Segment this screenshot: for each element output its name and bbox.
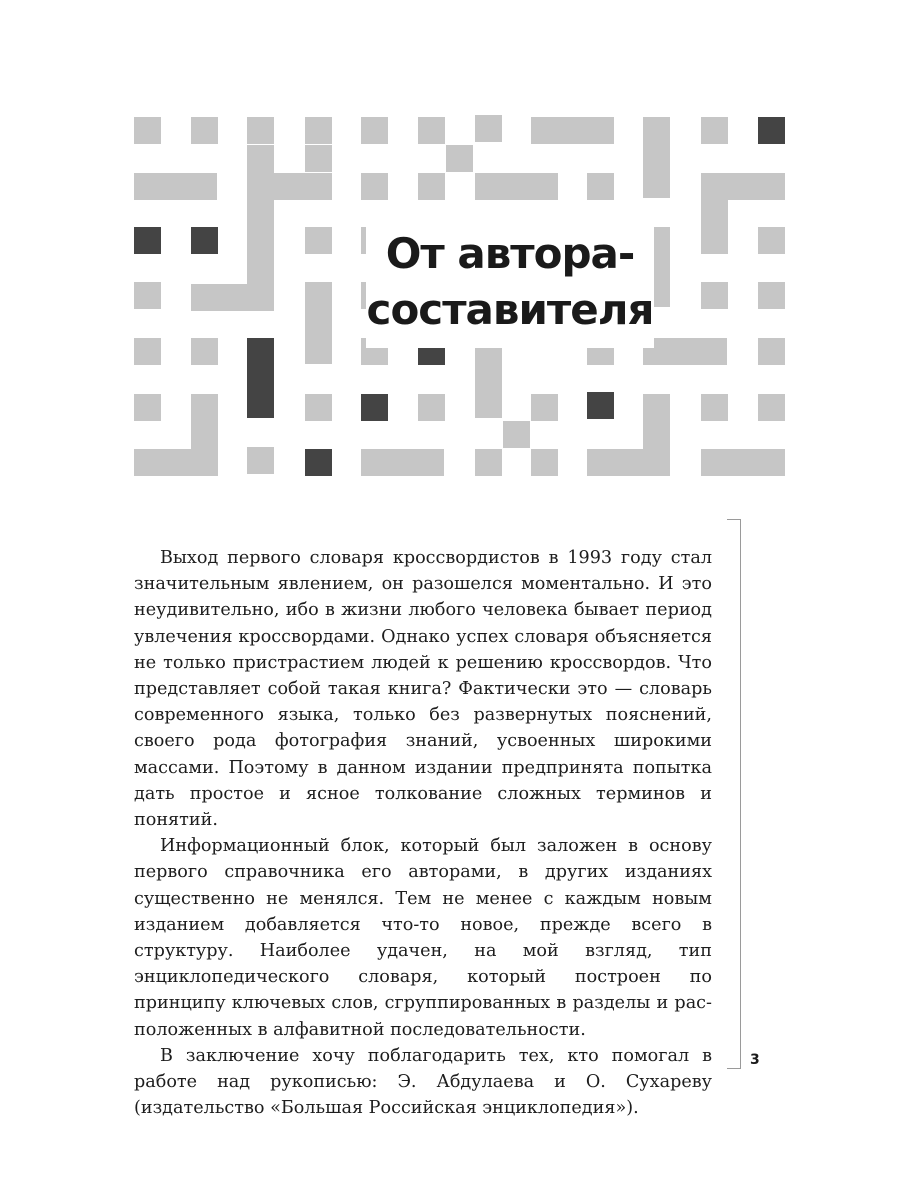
crossword-block bbox=[191, 117, 218, 144]
crossword-block bbox=[587, 392, 614, 419]
crossword-block bbox=[134, 282, 161, 309]
crossword-block bbox=[418, 173, 445, 200]
crossword-block bbox=[134, 173, 217, 200]
crossword-block bbox=[475, 449, 502, 476]
crossword-block bbox=[305, 449, 332, 476]
crossword-block bbox=[531, 117, 614, 144]
crossword-block bbox=[758, 282, 785, 309]
crossword-block bbox=[701, 117, 728, 144]
paragraph-2: Информационный блок, который был заложен в основу первого справочника его авторами, в других изданиях существенно не менялся. Тем не менее с каждым новым изданием добавляется что-то новое, прежде всего в структуру. Наиболее удачен, на мой взгляд, тип энциклопедического словаря, который построен по принципу ключевых слов, сгруппированных в разделы и расположенных в алфавитной последовательности. bbox=[134, 836, 712, 1040]
crossword-block bbox=[701, 173, 728, 254]
crossword-block bbox=[305, 145, 332, 172]
crossword-block bbox=[531, 394, 558, 421]
crossword-block bbox=[247, 173, 332, 200]
crossword-block bbox=[134, 338, 161, 365]
crossword-block bbox=[134, 117, 161, 144]
crossword-block bbox=[701, 282, 728, 309]
crossword-block bbox=[643, 117, 670, 198]
body-text bbox=[134, 545, 712, 1121]
crossword-block bbox=[361, 449, 444, 476]
crossword-block bbox=[361, 173, 388, 200]
crossword-block bbox=[191, 338, 218, 365]
crossword-block bbox=[305, 394, 332, 421]
crossword-block bbox=[191, 227, 218, 254]
crossword-block bbox=[503, 421, 530, 448]
crossword-block bbox=[418, 394, 445, 421]
crossword-block bbox=[247, 447, 274, 474]
title-line-1: От автора- bbox=[385, 229, 635, 278]
crossword-block bbox=[305, 117, 332, 144]
crossword-block bbox=[587, 173, 614, 200]
crossword-block bbox=[134, 227, 161, 254]
paragraph-1: Выход первого словаря кроссвордистов в 1993 году стал значительным явлением, он разошелся моментально. И это неудивительно, ибо в жизни любого человека бывает период увлечения кроссвордами. Однако успех словаря объясняется не только пристрастием людей к решению кроссвордов. Что представляет собой такая книга? Фактически это — словарь современного языка, только без развернутых пояснений, своего рода фотография знаний, усвоенных широкими массами. Поэтому в данном издании предпринята попытка дать простое и ясное толкование сложных терминов и понятий. bbox=[134, 548, 712, 831]
crossword-block bbox=[305, 282, 332, 364]
crossword-block bbox=[247, 338, 274, 418]
crossword-block bbox=[247, 117, 274, 144]
crossword-block bbox=[446, 145, 473, 172]
crossword-block bbox=[643, 338, 727, 365]
paragraph-3: В заключение хочу поблагодарить тех, кто помогал в работе над рукописью: Э. Абдулаева и О. Сухареву (издательство «Большая Российская энциклопедия»). bbox=[134, 1045, 712, 1119]
crossword-block bbox=[475, 173, 558, 200]
crossword-block bbox=[361, 117, 388, 144]
crossword-block bbox=[758, 338, 785, 365]
margin-bracket bbox=[740, 519, 741, 1069]
crossword-block bbox=[134, 449, 217, 476]
crossword-block bbox=[531, 449, 558, 476]
crossword-block bbox=[418, 117, 445, 144]
crossword-block bbox=[475, 338, 502, 418]
page-title bbox=[366, 218, 654, 348]
crossword-block bbox=[587, 449, 670, 476]
crossword-block bbox=[701, 449, 785, 476]
crossword-block bbox=[305, 227, 332, 254]
title-line-2: составителя bbox=[366, 285, 654, 334]
crossword-block bbox=[475, 115, 502, 142]
crossword-block bbox=[758, 394, 785, 421]
crossword-block bbox=[361, 394, 388, 421]
crossword-block bbox=[758, 117, 785, 144]
page-number: 3 bbox=[750, 1052, 760, 1068]
crossword-block bbox=[758, 227, 785, 254]
crossword-block bbox=[191, 284, 274, 311]
crossword-block bbox=[701, 394, 728, 421]
crossword-block bbox=[134, 394, 161, 421]
